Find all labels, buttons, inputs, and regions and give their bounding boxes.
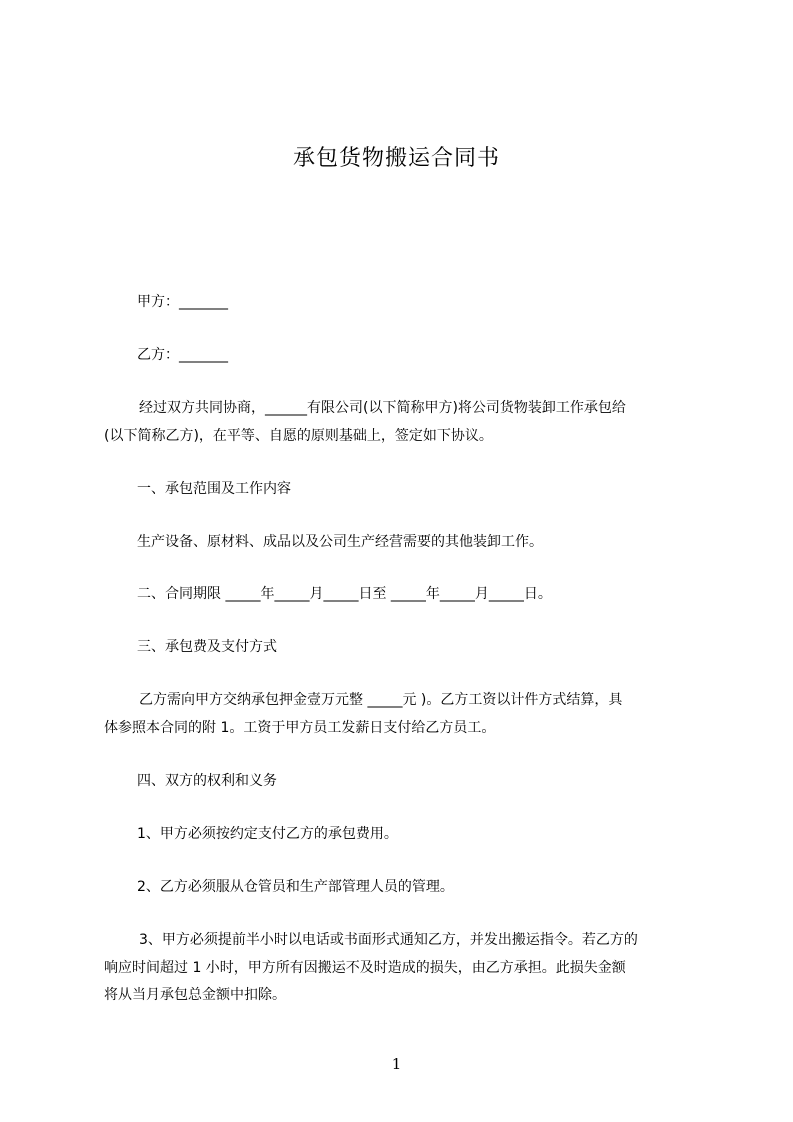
page-number: 1 [391,1055,402,1073]
intro-line-2: (以下简称乙方)，在平等、自愿的原则基础上，签定如下协议。 [104,428,493,444]
section-4-item-2: 2、乙方必须服从仓管员和生产部管理人员的管理。 [137,879,454,895]
document-title: 承包货物搬运合同书 [292,146,500,171]
party-b-line: 乙方：_______ [137,347,228,363]
section-3-line-2: 体参照本合同的附 1。工资于甲方员工发薪日支付给乙方员工。 [104,720,496,736]
party-a-line: 甲方：_______ [137,294,228,310]
section-2-term: 二、合同期限 _____年_____月_____日至 _____年_____月_____日。 [137,586,552,602]
section-3-line-1: 乙方需向甲方交纳承包押金壹万元整 _____元 )。乙方工资以计件方式结算，具 [139,692,623,708]
section-4-item-3-line-1: 3、甲方必须提前半小时以电话或书面形式通知乙方，并发出搬运指令。若乙方的 [139,932,638,948]
intro-line-1: 经过双方共同协商，______有限公司(以下简称甲方)将公司货物装卸工作承包给 [139,400,626,416]
section-1-heading: 一、承包范围及工作内容 [137,481,291,497]
section-4-heading: 四、双方的权利和义务 [137,773,277,789]
section-4-item-3-line-2: 响应时间超过 1 小时，甲方所有因搬运不及时造成的损失，由乙方承担。此损失金额 [104,960,626,976]
section-4-item-3-line-3: 将从当月承包总金额中扣除。 [104,987,286,1003]
section-3-heading: 三、承包费及支付方式 [137,639,277,655]
section-1-body: 生产设备、原材料、成品以及公司生产经营需要的其他装卸工作。 [137,534,543,550]
section-4-item-1: 1、甲方必须按约定支付乙方的承包费用。 [137,826,398,842]
